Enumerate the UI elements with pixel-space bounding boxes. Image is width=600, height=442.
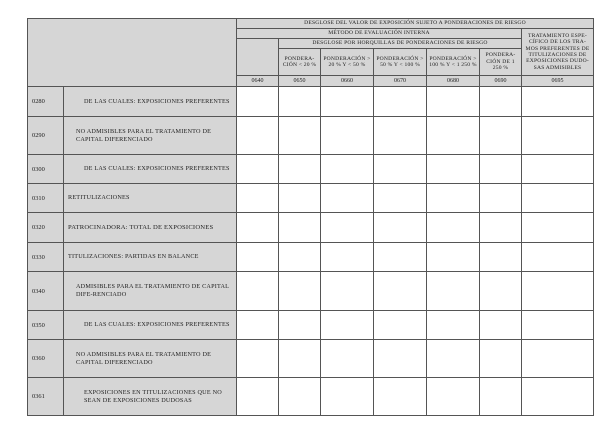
column-code: 0680 bbox=[427, 76, 480, 87]
row-label: NO ADMISIBLES PARA EL TRATAMIENTO DE CAPITAL DIFERENCIADO bbox=[64, 117, 237, 155]
band-column-header: PONDERA-CIÓN DE 1 250 % bbox=[480, 49, 522, 76]
table-row bbox=[28, 340, 594, 378]
exposure-table bbox=[27, 18, 594, 416]
value-cell[interactable] bbox=[279, 243, 321, 272]
value-cell[interactable] bbox=[480, 378, 522, 416]
column-code: 0650 bbox=[279, 76, 321, 87]
value-cell[interactable] bbox=[279, 272, 321, 311]
value-cell[interactable] bbox=[237, 184, 279, 213]
row-label: PATROCINADORA: TOTAL DE EXPOSICIONES bbox=[64, 213, 237, 243]
value-cell[interactable] bbox=[321, 117, 374, 155]
bands-title: DESGLOSE POR HORQUILLAS DE PONDERACIONES DE RIESGO bbox=[279, 39, 522, 49]
value-cell[interactable] bbox=[279, 117, 321, 155]
value-cell[interactable] bbox=[237, 117, 279, 155]
value-cell[interactable] bbox=[480, 243, 522, 272]
row-label: NO ADMISIBLES PARA EL TRATAMIENTO DE CAPITAL DIFERENCIADO bbox=[64, 340, 237, 378]
value-cell[interactable] bbox=[279, 311, 321, 340]
value-cell[interactable] bbox=[427, 311, 480, 340]
row-code: 0350 bbox=[28, 311, 64, 340]
value-cell[interactable] bbox=[237, 378, 279, 416]
table-row bbox=[28, 378, 594, 416]
band-column-header: PONDERA-CIÓN < 20 % bbox=[279, 49, 321, 76]
value-cell[interactable] bbox=[480, 213, 522, 243]
value-cell[interactable] bbox=[279, 184, 321, 213]
value-cell[interactable] bbox=[480, 87, 522, 117]
value-cell[interactable] bbox=[522, 184, 594, 213]
band-column-header: PONDERACIÓN > 20 % Y < 50 % bbox=[321, 49, 374, 76]
value-cell[interactable] bbox=[374, 184, 427, 213]
value-cell[interactable] bbox=[480, 340, 522, 378]
table-row bbox=[28, 243, 594, 272]
value-cell[interactable] bbox=[321, 272, 374, 311]
table-row bbox=[28, 87, 594, 117]
value-cell[interactable] bbox=[321, 340, 374, 378]
column-code: 0695 bbox=[522, 76, 594, 87]
table-row bbox=[28, 117, 594, 155]
special-treatment-header: TRATAMIENTO ESPE-CÍFICO DE LOS TRA-MOS PREFERENTES DE TITULIZACIONES DE EXPOSICIONES DUDO-SAS ADMISIBLES bbox=[522, 29, 594, 76]
value-cell[interactable] bbox=[427, 272, 480, 311]
method-blank bbox=[237, 39, 279, 76]
value-cell[interactable] bbox=[374, 243, 427, 272]
value-cell[interactable] bbox=[374, 340, 427, 378]
value-cell[interactable] bbox=[237, 340, 279, 378]
value-cell[interactable] bbox=[279, 213, 321, 243]
value-cell[interactable] bbox=[279, 155, 321, 184]
method-title: MÉTODO DE EVALUACIÓN INTERNA bbox=[237, 29, 522, 39]
value-cell[interactable] bbox=[374, 87, 427, 117]
value-cell[interactable] bbox=[427, 87, 480, 117]
table-row bbox=[28, 155, 594, 184]
table-row bbox=[28, 184, 594, 213]
value-cell[interactable] bbox=[321, 311, 374, 340]
value-cell[interactable] bbox=[321, 155, 374, 184]
row-label: ADMISIBLES PARA EL TRATAMIENTO DE CAPITAL DIFE-RENCIADO bbox=[64, 272, 237, 311]
row-code: 0330 bbox=[28, 243, 64, 272]
value-cell[interactable] bbox=[237, 272, 279, 311]
row-label: DE LAS CUALES: EXPOSICIONES PREFERENTES bbox=[64, 155, 237, 184]
value-cell[interactable] bbox=[427, 243, 480, 272]
value-cell[interactable] bbox=[321, 87, 374, 117]
row-code: 0361 bbox=[28, 378, 64, 416]
row-label: DE LAS CUALES: EXPOSICIONES PREFERENTES bbox=[64, 87, 237, 117]
value-cell[interactable] bbox=[480, 184, 522, 213]
value-cell[interactable] bbox=[522, 311, 594, 340]
row-code: 0310 bbox=[28, 184, 64, 213]
value-cell[interactable] bbox=[237, 87, 279, 117]
value-cell[interactable] bbox=[321, 243, 374, 272]
value-cell[interactable] bbox=[522, 87, 594, 117]
column-code: 0690 bbox=[480, 76, 522, 87]
value-cell[interactable] bbox=[427, 155, 480, 184]
value-cell[interactable] bbox=[522, 117, 594, 155]
value-cell[interactable] bbox=[480, 155, 522, 184]
row-label: EXPOSICIONES EN TITULIZACIONES QUE NO SEAN DE EXPOSICIONES DUDOSAS bbox=[64, 378, 237, 416]
row-label: DE LAS CUALES: EXPOSICIONES PREFERENTES bbox=[64, 311, 237, 340]
band-column-header: PONDERACIÓN > 50 % Y < 100 % bbox=[374, 49, 427, 76]
value-cell[interactable] bbox=[374, 213, 427, 243]
value-cell[interactable] bbox=[237, 243, 279, 272]
value-cell[interactable] bbox=[237, 213, 279, 243]
value-cell[interactable] bbox=[427, 378, 480, 416]
table-row bbox=[28, 213, 594, 243]
value-cell[interactable] bbox=[522, 378, 594, 416]
value-cell[interactable] bbox=[522, 155, 594, 184]
value-cell[interactable] bbox=[480, 272, 522, 311]
value-cell[interactable] bbox=[374, 272, 427, 311]
row-code: 0280 bbox=[28, 87, 64, 117]
value-cell[interactable] bbox=[237, 311, 279, 340]
value-cell[interactable] bbox=[522, 340, 594, 378]
row-code: 0320 bbox=[28, 213, 64, 243]
value-cell[interactable] bbox=[522, 272, 594, 311]
value-cell[interactable] bbox=[279, 378, 321, 416]
header-blank bbox=[28, 19, 237, 87]
row-code: 0290 bbox=[28, 117, 64, 155]
value-cell[interactable] bbox=[427, 340, 480, 378]
value-cell[interactable] bbox=[374, 378, 427, 416]
column-code: 0660 bbox=[321, 76, 374, 87]
table-row bbox=[28, 272, 594, 311]
row-label: TITULIZACIONES: PARTIDAS EN BALANCE bbox=[64, 243, 237, 272]
value-cell[interactable] bbox=[427, 117, 480, 155]
row-code: 0300 bbox=[28, 155, 64, 184]
value-cell[interactable] bbox=[279, 340, 321, 378]
column-code: 0640 bbox=[237, 76, 279, 87]
value-cell[interactable] bbox=[374, 155, 427, 184]
main-title: DESGLOSE DEL VALOR DE EXPOSICIÓN SUJETO A PONDERACIONES DE RIESGO bbox=[237, 19, 594, 29]
value-cell[interactable] bbox=[522, 213, 594, 243]
column-code: 0670 bbox=[374, 76, 427, 87]
value-cell[interactable] bbox=[374, 311, 427, 340]
row-label: RETITULIZACIONES bbox=[64, 184, 237, 213]
value-cell[interactable] bbox=[427, 213, 480, 243]
value-cell[interactable] bbox=[321, 184, 374, 213]
value-cell[interactable] bbox=[427, 184, 480, 213]
value-cell[interactable] bbox=[321, 378, 374, 416]
row-code: 0360 bbox=[28, 340, 64, 378]
row-code: 0340 bbox=[28, 272, 64, 311]
value-cell[interactable] bbox=[279, 87, 321, 117]
value-cell[interactable] bbox=[321, 213, 374, 243]
table-row bbox=[28, 311, 594, 340]
value-cell[interactable] bbox=[374, 117, 427, 155]
value-cell[interactable] bbox=[237, 155, 279, 184]
band-column-header: PONDERACIÓN > 100 % Y < 1 250 % bbox=[427, 49, 480, 76]
value-cell[interactable] bbox=[480, 311, 522, 340]
value-cell[interactable] bbox=[522, 243, 594, 272]
value-cell[interactable] bbox=[480, 117, 522, 155]
